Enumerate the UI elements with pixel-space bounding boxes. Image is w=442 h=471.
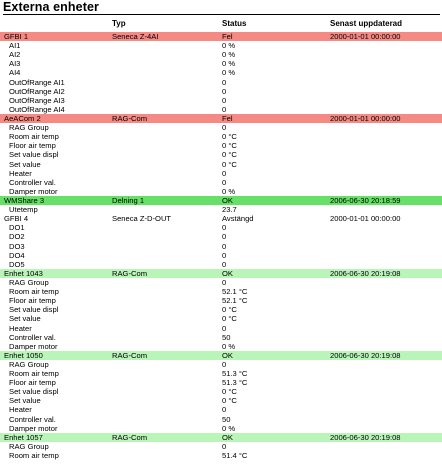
sub-row <box>0 50 442 59</box>
type-cell: Delning 1 <box>112 195 145 205</box>
sub-row <box>0 178 442 187</box>
name-cell: DO3 <box>9 241 25 251</box>
device-row[interactable] <box>0 214 442 223</box>
status-cell: 0 <box>222 232 227 242</box>
status-cell: 0 % <box>222 341 236 351</box>
name-cell: RAG Group <box>9 441 49 451</box>
sub-row <box>0 242 442 251</box>
name-cell: WMShare 3 <box>4 195 45 205</box>
status-cell: 0 <box>222 259 227 269</box>
status-cell: 0 °C <box>222 305 237 315</box>
name-cell: Damper motor <box>9 341 58 351</box>
status-cell: 0 % <box>222 41 236 51</box>
name-cell: Damper motor <box>9 186 58 196</box>
status-cell: 0 <box>222 441 227 451</box>
status-cell: 51.3 °C <box>222 369 248 379</box>
device-row[interactable] <box>0 269 442 278</box>
updated-cell: 2006-06-30 20:18:59 <box>330 195 401 205</box>
name-cell: DO1 <box>9 223 25 233</box>
status-cell: 0 % <box>222 186 236 196</box>
sub-row <box>0 360 442 369</box>
status-cell: 0 °C <box>222 132 237 142</box>
status-cell: 23.7 <box>222 205 237 215</box>
status-cell: 0 <box>222 359 227 369</box>
sub-row <box>0 123 442 132</box>
column-header-status: Status <box>222 19 247 28</box>
status-cell: Avstängd <box>222 214 254 224</box>
sub-row <box>0 105 442 114</box>
status-cell: 0 % <box>222 50 236 60</box>
name-cell: Floor air temp <box>9 296 56 306</box>
name-cell: Set value <box>9 314 41 324</box>
status-cell: 0 <box>222 123 227 133</box>
name-cell: Floor air temp <box>9 378 56 388</box>
name-cell: Set value <box>9 159 41 169</box>
sub-row <box>0 278 442 287</box>
status-cell: 0 °C <box>222 396 237 406</box>
status-cell: 0 % <box>222 423 236 433</box>
name-cell: OutOfRange AI1 <box>9 77 65 87</box>
name-cell: Utetemp <box>9 205 38 215</box>
status-cell: 0 <box>222 405 227 415</box>
sub-row <box>0 59 442 68</box>
device-row[interactable] <box>0 114 442 123</box>
name-cell: RAG Group <box>9 123 49 133</box>
device-row[interactable] <box>0 433 442 442</box>
name-cell: Enhet 1057 <box>4 432 43 442</box>
sub-row <box>0 87 442 96</box>
name-cell: Controller val. <box>9 177 56 187</box>
status-cell: OK <box>222 195 233 205</box>
updated-cell: 2000-01-01 00:00:00 <box>330 113 401 123</box>
status-cell: 0 <box>222 223 227 233</box>
status-cell: OK <box>222 268 233 278</box>
type-cell: RAG-Com <box>112 432 148 442</box>
status-cell: 0 <box>222 168 227 178</box>
column-header-type: Typ <box>112 19 126 28</box>
name-cell: DO2 <box>9 232 25 242</box>
sub-row <box>0 442 442 451</box>
updated-cell: 2006-06-30 20:19:08 <box>330 350 401 360</box>
status-cell: 0 % <box>222 68 236 78</box>
name-cell: Set value <box>9 396 41 406</box>
name-cell: Room air temp <box>9 369 59 379</box>
title-divider <box>3 14 440 15</box>
name-cell: GFBI 1 <box>4 32 29 41</box>
name-cell: Room air temp <box>9 451 59 461</box>
name-cell: AI1 <box>9 41 21 51</box>
sub-row <box>0 387 442 396</box>
status-cell: 0 °C <box>222 314 237 324</box>
status-cell: Fel <box>222 113 233 123</box>
sub-row <box>0 260 442 269</box>
sub-row <box>0 314 442 323</box>
status-cell: OK <box>222 432 233 442</box>
status-cell: 0 <box>222 77 227 87</box>
name-cell: AeACom 2 <box>4 113 41 123</box>
status-cell: 50 <box>222 332 231 342</box>
name-cell: Damper motor <box>9 423 58 433</box>
name-cell: OutOfRange AI3 <box>9 95 65 105</box>
sub-row <box>0 378 442 387</box>
sub-row <box>0 96 442 105</box>
sub-row <box>0 251 442 260</box>
device-row[interactable] <box>0 351 442 360</box>
type-cell: RAG-Com <box>112 113 148 123</box>
sub-row <box>0 333 442 342</box>
name-cell: DO5 <box>9 259 25 269</box>
name-cell: AI2 <box>9 50 21 60</box>
status-cell: 0 °C <box>222 141 237 151</box>
name-cell: Enhet 1043 <box>4 268 43 278</box>
status-cell: 0 <box>222 177 227 187</box>
status-cell: 0 <box>222 104 227 114</box>
sub-row <box>0 415 442 424</box>
sub-row <box>0 169 442 178</box>
name-cell: Controller val. <box>9 332 56 342</box>
name-cell: Set value displ <box>9 387 59 397</box>
status-cell: 52.1 °C <box>222 296 248 306</box>
status-cell: 50 <box>222 414 231 424</box>
name-cell: Room air temp <box>9 287 59 297</box>
type-cell: Seneca Z-4AI <box>112 32 159 41</box>
sub-row <box>0 305 442 314</box>
column-header-updated: Senast uppdaterad <box>330 19 403 28</box>
status-cell: 0 °C <box>222 159 237 169</box>
updated-cell: 2000-01-01 00:00:00 <box>330 214 401 224</box>
sub-row <box>0 342 442 351</box>
status-cell: Fel <box>222 32 233 41</box>
name-cell: GFBI 4 <box>4 214 29 224</box>
sub-row <box>0 68 442 77</box>
status-cell: 0 % <box>222 59 236 69</box>
name-cell: RAG Group <box>9 277 49 287</box>
updated-cell: 2000-01-01 00:00:00 <box>330 32 401 41</box>
name-cell: DO4 <box>9 250 25 260</box>
sub-row <box>0 160 442 169</box>
device-table <box>0 32 442 460</box>
status-cell: 0 <box>222 277 227 287</box>
name-cell: Enhet 1050 <box>4 350 43 360</box>
sub-row <box>0 41 442 50</box>
name-cell: OutOfRange AI2 <box>9 86 65 96</box>
sub-row <box>0 205 442 214</box>
name-cell: OutOfRange AI4 <box>9 104 65 114</box>
sub-row <box>0 223 442 232</box>
name-cell: Set value displ <box>9 305 59 315</box>
sub-row <box>0 141 442 150</box>
status-cell: 0 <box>222 86 227 96</box>
status-cell: 52.1 °C <box>222 287 248 297</box>
status-cell: 0 <box>222 241 227 251</box>
name-cell: RAG Group <box>9 359 49 369</box>
type-cell: RAG-Com <box>112 268 148 278</box>
device-row[interactable] <box>0 196 442 205</box>
sub-row <box>0 150 442 159</box>
updated-cell: 2006-06-30 20:19:08 <box>330 268 401 278</box>
status-cell: 0 °C <box>222 150 237 160</box>
status-cell: 0 °C <box>222 387 237 397</box>
type-cell: Seneca Z-D-OUT <box>112 214 172 224</box>
sub-row <box>0 132 442 141</box>
status-cell: 0 <box>222 250 227 260</box>
sub-row <box>0 187 442 196</box>
sub-row <box>0 369 442 378</box>
status-cell: OK <box>222 350 233 360</box>
sub-row <box>0 405 442 414</box>
name-cell: Set value displ <box>9 150 59 160</box>
sub-row <box>0 287 442 296</box>
sub-row <box>0 324 442 333</box>
sub-row <box>0 396 442 405</box>
name-cell: AI3 <box>9 59 21 69</box>
name-cell: Controller val. <box>9 414 56 424</box>
status-cell: 0 <box>222 95 227 105</box>
status-cell: 51.4 °C <box>222 451 248 461</box>
page-title: Externa enheter <box>3 0 99 14</box>
status-cell: 51.3 °C <box>222 378 248 388</box>
status-cell: 0 <box>222 323 227 333</box>
name-cell: Heater <box>9 168 32 178</box>
name-cell: Heater <box>9 323 32 333</box>
type-cell: RAG-Com <box>112 350 148 360</box>
updated-cell: 2006-06-30 20:19:08 <box>330 432 401 442</box>
sub-row <box>0 296 442 305</box>
sub-row <box>0 451 442 460</box>
name-cell: Floor air temp <box>9 141 56 151</box>
sub-row <box>0 232 442 241</box>
sub-row <box>0 424 442 433</box>
name-cell: AI4 <box>9 68 21 78</box>
sub-row <box>0 78 442 87</box>
device-row[interactable] <box>0 32 442 41</box>
name-cell: Room air temp <box>9 132 59 142</box>
name-cell: Heater <box>9 405 32 415</box>
